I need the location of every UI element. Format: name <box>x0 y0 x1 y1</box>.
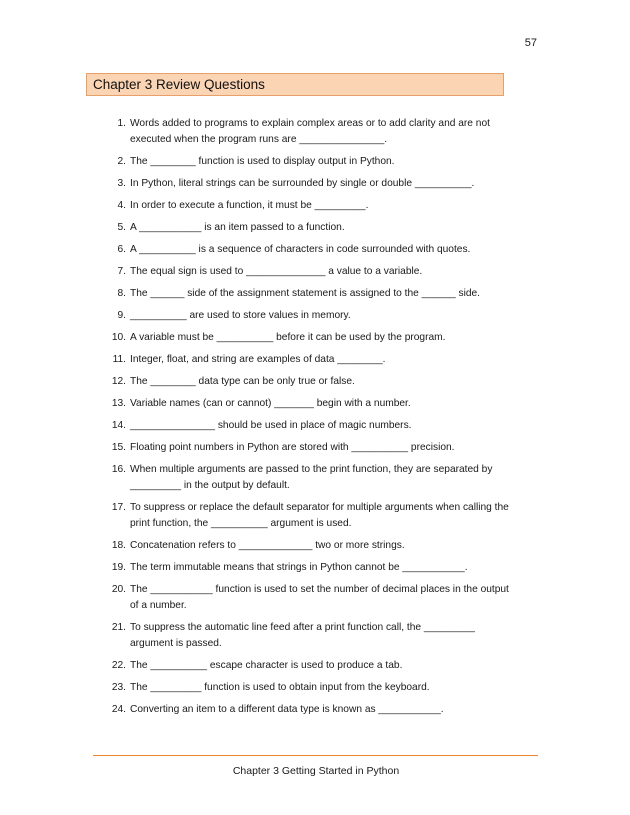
question-text: The equal sign is used to ______________ a value to a variable. <box>130 266 423 277</box>
question-item <box>96 396 516 412</box>
question-number: 22. <box>111 660 126 671</box>
question-item <box>96 220 516 236</box>
question-text: Variable names (can or cannot) _______ begin with a number. <box>130 398 411 409</box>
question-text: Converting an item to a different data type is known as ___________. <box>130 704 444 715</box>
question-number: 9. <box>117 310 126 321</box>
question-item <box>96 198 516 214</box>
question-item <box>96 352 516 368</box>
question-item <box>96 462 516 494</box>
question-item <box>96 242 516 258</box>
question-number: 20. <box>111 584 126 595</box>
question-number: 13. <box>111 398 126 409</box>
question-item <box>96 680 516 696</box>
question-text: The __________ escape character is used to produce a tab. <box>130 660 403 671</box>
question-number: 5. <box>117 222 126 233</box>
question-text: The ________ data type can be only true or false. <box>130 376 355 387</box>
question-item <box>96 500 516 532</box>
question-item <box>96 702 516 718</box>
chapter-title: Chapter 3 Review Questions <box>86 73 504 96</box>
question-number: 16. <box>111 464 126 475</box>
question-item <box>96 582 516 614</box>
question-text: __________ are used to store values in memory. <box>130 310 351 321</box>
question-number: 4. <box>117 200 126 211</box>
question-text: Concatenation refers to _____________ two or more strings. <box>130 540 405 551</box>
page-number: 57 <box>524 37 537 49</box>
question-number: 14. <box>111 420 126 431</box>
question-text: A __________ is a sequence of characters in code surrounded with quotes. <box>130 244 471 255</box>
question-item <box>96 330 516 346</box>
question-text: When multiple arguments are passed to the print function, they are separated by _________ in the output by default. <box>130 464 493 491</box>
question-text: Integer, float, and string are examples of data ________. <box>130 354 386 365</box>
question-item <box>96 308 516 324</box>
question-text: The ________ function is used to display output in Python. <box>130 156 395 167</box>
question-number: 23. <box>111 682 126 693</box>
question-text: In order to execute a function, it must be _________. <box>130 200 369 211</box>
question-item <box>96 418 516 434</box>
question-text: A variable must be __________ before it can be used by the program. <box>130 332 446 343</box>
question-item <box>96 154 516 170</box>
question-item <box>96 286 516 302</box>
question-text: The _________ function is used to obtain input from the keyboard. <box>130 682 430 693</box>
question-number: 11. <box>112 354 126 365</box>
question-number: 6. <box>117 244 126 255</box>
question-number: 21. <box>111 622 126 633</box>
footer-divider <box>93 755 538 756</box>
question-text: The term immutable means that strings in Python cannot be ___________. <box>130 562 468 573</box>
question-item <box>96 264 516 280</box>
question-item <box>96 560 516 576</box>
question-number: 7. <box>117 266 126 277</box>
question-number: 18. <box>111 540 126 551</box>
question-item <box>96 658 516 674</box>
question-item <box>96 538 516 554</box>
question-number: 17. <box>111 502 126 513</box>
question-list <box>96 116 516 724</box>
footer-text: Chapter 3 Getting Started in Python <box>232 765 400 777</box>
question-number: 19. <box>111 562 126 573</box>
question-text: The ______ side of the assignment statement is assigned to the ______ side. <box>130 288 481 299</box>
question-number: 15. <box>111 442 126 453</box>
question-text: To suppress the automatic line feed after a print function call, the _________ argument is passed. <box>130 622 475 649</box>
question-item <box>96 620 516 652</box>
question-text: In Python, literal strings can be surrounded by single or double __________. <box>130 178 475 189</box>
question-text: The ___________ function is used to set the number of decimal places in the output of a number. <box>130 584 509 611</box>
question-text: A ___________ is an item passed to a function. <box>130 222 345 233</box>
question-text: _______________ should be used in place of magic numbers. <box>130 420 412 431</box>
question-number: 1. <box>117 118 126 129</box>
question-text: Words added to programs to explain complex areas or to add clarity and are not executed when the program runs are _______________. <box>130 118 490 145</box>
question-number: 3. <box>117 178 126 189</box>
question-item <box>96 116 516 148</box>
question-text: Floating point numbers in Python are stored with __________ precision. <box>130 442 455 453</box>
question-item <box>96 440 516 456</box>
question-number: 2. <box>117 156 126 167</box>
question-item <box>96 374 516 390</box>
question-text: To suppress or replace the default separator for multiple arguments when calling the print function, the __________ argument is used. <box>130 502 509 529</box>
question-number: 10. <box>111 332 126 343</box>
question-item <box>96 176 516 192</box>
question-number: 8. <box>117 288 126 299</box>
question-number: 12. <box>111 376 126 387</box>
question-number: 24. <box>111 704 126 715</box>
